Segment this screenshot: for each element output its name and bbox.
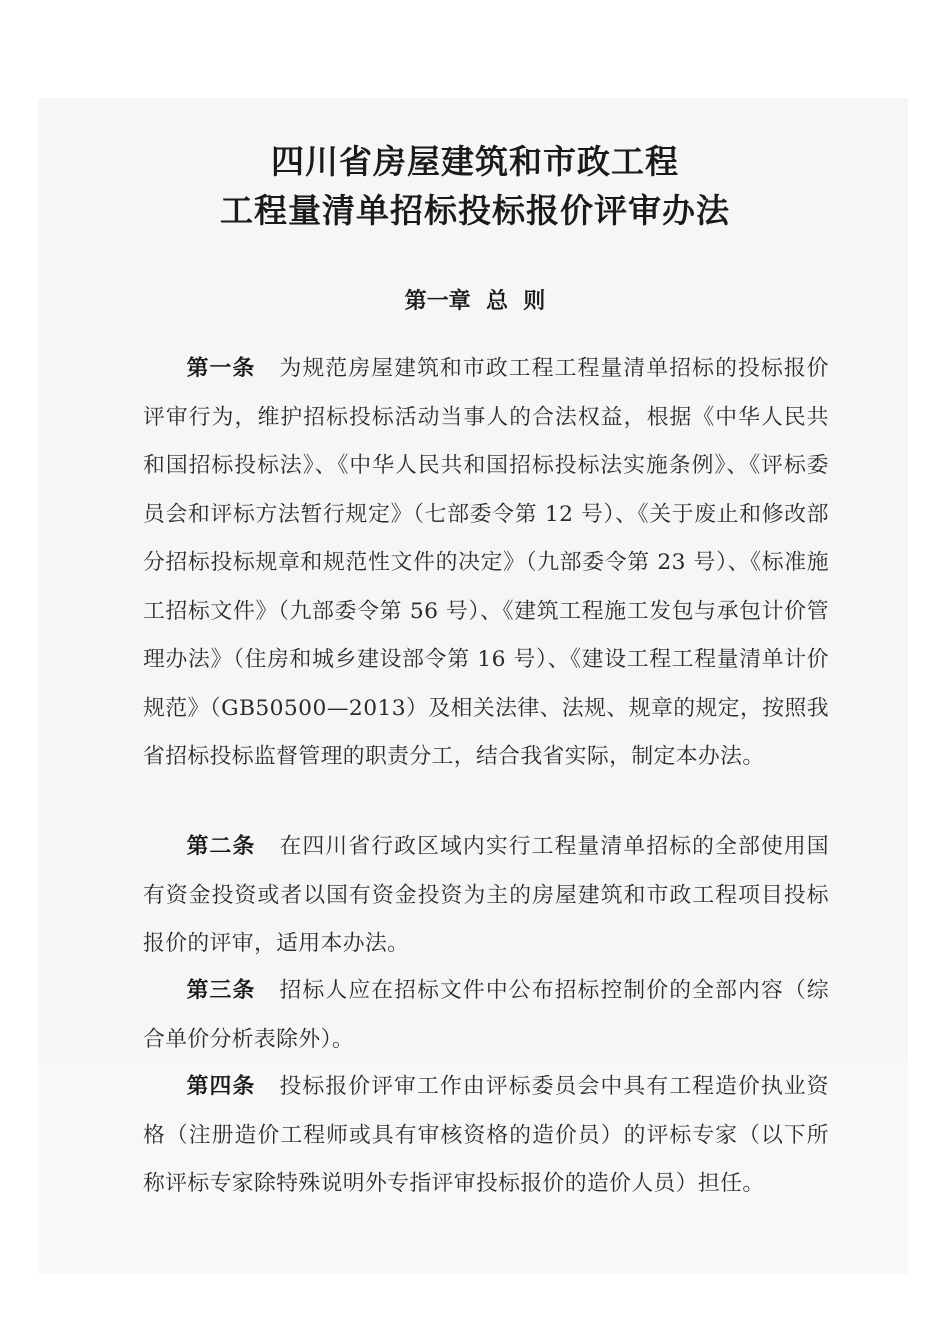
document-title-line-2: 工程量清单招标投标报价评审办法: [220, 191, 730, 230]
article-3-label: 第三条: [186, 978, 256, 1003]
article-2-label: 第二条: [186, 834, 256, 859]
article-3-text: 招标人应在招标文件中公布招标控制价的全部内容（综合单价分析表除外）。: [143, 978, 829, 1052]
article-3: [143, 967, 829, 1064]
article-4: [143, 1063, 829, 1209]
article-1: [143, 345, 829, 782]
article-1-text: 为规范房屋建筑和市政工程工程量清单招标的投标报价评审行为，维护招标投标活动当事人的合法权益，根据《中华人民共和国招标投标法》、《中华人民共和国招标投标法实施条例》、《评标委员会和评标方法暂行规定》（七部委令第 12 号）、《关于废止和修改部分招标投标规章和规范性文件的决定》（九部委令第 23 号）、《标准施工招标文件》（九部委令第 56 号）、《建筑工程施工发包与承包计价管理办法》（住房和城乡建设部令第 16 号）、《建设工程工程量清单计价规范》（GB50500—2013）及相关法律、法规、规章的规定，按照我省招标投标监督管理的职责分工，结合我省实际，制定本办法。: [143, 356, 829, 769]
chapter-heading: 第一章 总 则: [404, 289, 546, 314]
article-4-label: 第四条: [186, 1074, 256, 1099]
article-2-text: 在四川省行政区域内实行工程量清单招标的全部使用国有资金投资或者以国有资金投资为主的房屋建筑和市政工程项目投标报价的评审，适用本办法。: [143, 834, 829, 956]
article-4-text: 投标报价评审工作由评标委员会中具有工程造价执业资格（注册造价工程师或具有审核资格的造价员）的评标专家（以下所称评标专家除特殊说明外专指评审投标报价的造价人员）担任。: [143, 1074, 829, 1196]
article-2: [143, 823, 829, 969]
document-title-line-1: 四川省房屋建筑和市政工程: [271, 142, 679, 181]
article-1-label: 第一条: [186, 356, 256, 381]
